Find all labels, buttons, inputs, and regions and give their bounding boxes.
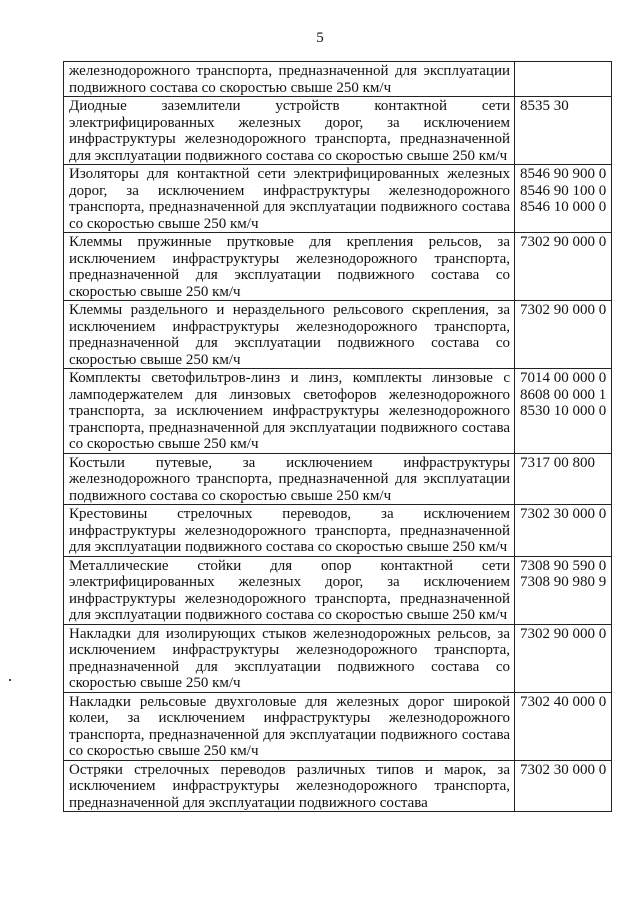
table-row	[64, 301, 612, 369]
table-row	[64, 233, 612, 301]
tnved-code: 8530 10 000 0	[520, 403, 607, 419]
table-row	[64, 624, 612, 692]
tnved-code-cell	[515, 624, 612, 692]
tnved-code: 8546 90 900 0	[520, 166, 607, 182]
item-description: Клеммы пружинные прутковые для крепления рельсов, за исключением инфраструктуры железнодорожного транспорта, предназначенной для эксплуатации подвижного состава со скоростью свыше 250 км/ч	[64, 233, 515, 301]
tnved-code: 7302 90 000 0	[520, 302, 607, 318]
table-row	[64, 62, 612, 97]
tnved-code: 7302 40 000 0	[520, 693, 607, 710]
tnved-code: 8535 30	[520, 98, 569, 114]
tnved-code-cell	[515, 692, 612, 760]
tnved-code: 7308 90 980 9	[520, 574, 607, 590]
goods-table	[63, 61, 612, 812]
tnved-code-cell	[515, 233, 612, 301]
table-row	[64, 165, 612, 233]
tnved-code-cell	[515, 62, 612, 97]
tnved-code: 7302 90 000 0	[520, 625, 607, 642]
table-row	[64, 760, 612, 812]
table-row	[64, 556, 612, 624]
tnved-code-cell	[515, 301, 612, 369]
item-description: Комплекты светофильтров-линз и линз, комплекты линзовые с ламподержателем для линзовых светофоров железнодорожного транспорта, за исключением инфраструктуры железнодорожного транспорта, предназначенной для эксплуатации подвижного состава со скоростью свыше 250 км/ч	[64, 369, 515, 454]
table-row	[64, 505, 612, 557]
tnved-code: 8546 90 100 0	[520, 182, 607, 199]
tnved-code: 7308 90 590 0	[520, 557, 607, 574]
tnved-code: 7302 90 000 0	[520, 234, 607, 250]
tnved-code: 8608 00 000 1	[520, 386, 607, 403]
table-row	[64, 453, 612, 505]
tnved-code-cell	[515, 165, 612, 233]
item-description: Остряки стрелочных переводов различных типов и марок, за исключением инфраструктуры железнодорожного транспорта, предназначенной для эксплуатации подвижного состава	[64, 760, 515, 812]
tnved-code-cell	[515, 369, 612, 454]
tnved-code-cell	[515, 97, 612, 165]
item-description: Накладки рельсовые двухголовые для железных дорог широкой колеи, за исключением инфраструктуры железнодорожного транспорта, предназначенной для эксплуатации подвижного состава со скоростью свыше 250 км/ч	[64, 692, 515, 760]
item-description: Костыли путевые, за исключением инфраструктуры железнодорожного транспорта, предназначенной для эксплуатации подвижного состава со скоростью свыше 250 км/ч	[64, 453, 515, 505]
tnved-code: 7302 30 000 0	[520, 761, 607, 778]
tnved-code: 8546 10 000 0	[520, 199, 607, 215]
item-description: Клеммы раздельного и нераздельного рельсового скрепления, за исключением инфраструктуры железнодорожного транспорта, предназначенной для эксплуатации подвижного состава со скоростью свыше 250 км/ч	[64, 301, 515, 369]
item-description: Изоляторы для контактной сети электрифицированных железных дорог, за исключением инфраструктуры железнодорожного транспорта, предназначенной для эксплуатации подвижного состава со скоростью свыше 250 км/ч	[64, 165, 515, 233]
goods-table-body	[64, 62, 612, 812]
item-description: Металлические стойки для опор контактной сети электрифицированных железных дорог, за исключением инфраструктуры железнодорожного транспорта, предназначенной для эксплуатации подвижного состава со скоростью свыше 250 км/ч	[64, 556, 515, 624]
tnved-code: 7302 30 000 0	[520, 506, 607, 522]
item-description: железнодорожного транспорта, предназначенной для эксплуатации подвижного состава со скоростью свыше 250 км/ч	[64, 62, 515, 97]
tnved-code-cell	[515, 505, 612, 557]
table-row	[64, 97, 612, 165]
tnved-code: 7317 00 800	[520, 454, 595, 471]
item-description: Диодные заземлители устройств контактной сети электрифицированных железных дорог, за исключением инфраструктуры железнодорожного транспорта, предназначенной для эксплуатации подвижного состава со скоростью свыше 250 км/ч	[64, 97, 515, 165]
page-number: 5	[316, 30, 324, 46]
tnved-code-cell	[515, 556, 612, 624]
table-row	[64, 692, 612, 760]
table-row	[64, 369, 612, 454]
tnved-code: 7014 00 000 0	[520, 370, 607, 386]
item-description: Накладки для изолирующих стыков железнодорожных рельсов, за исключением инфраструктуры железнодорожного транспорта, предназначенной для эксплуатации подвижного состава со скоростью свыше 250 км/ч	[64, 624, 515, 692]
margin-mark	[9, 679, 11, 681]
tnved-code-cell	[515, 760, 612, 812]
tnved-code-cell	[515, 453, 612, 505]
item-description: Крестовины стрелочных переводов, за исключением инфраструктуры железнодорожного транспорта, предназначенной для эксплуатации подвижного состава со скоростью свыше 250 км/ч	[64, 505, 515, 557]
